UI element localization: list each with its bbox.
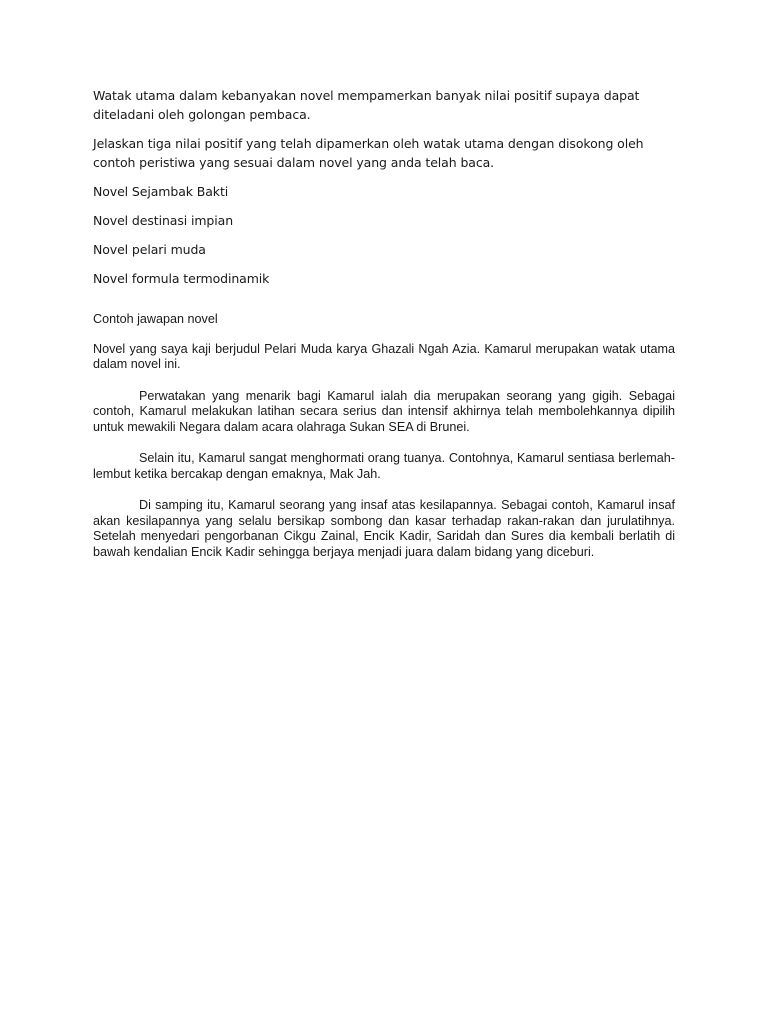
document-page (93, 86, 675, 576)
answer-paragraph-intro: Novel yang saya kaji berjudul Pelari Muda karya Ghazali Ngah Azia. Kamarul merupakan watak utama dalam novel ini. (93, 341, 675, 371)
novel-item: Novel Sejambak Bakti (93, 184, 229, 199)
novel-item: Novel destinasi impian (93, 213, 234, 228)
answer-paragraph: Di samping itu, Kamarul seorang yang insaf atas kesilapannya. Sebagai contoh, Kamarul insaf akan kesilapannya yang selalu bersikap sombong dan kasar terhadap rakan-rakan dan jurulatihnya. Setelah menyedari pengorbanan Cikgu Zainal, Encik Kadir, Saridah dan Sures dia kembali berlatih di bawah kendalian Encik Kadir sehingga berjaya menjadi juara dalam bidang yang diceburi. (93, 498, 675, 559)
answer-paragraph: Selain itu, Kamarul sangat menghormati orang tuanya. Contohnya, Kamarul sentiasa berlemah-lembut ketika bercakap dengan emaknya, Mak Jah. (93, 451, 675, 481)
novel-item: Novel pelari muda (93, 242, 206, 257)
question-intro: Watak utama dalam kebanyakan novel mempamerkan banyak nilai positif supaya dapat diteladani oleh golongan pembaca. (93, 88, 640, 122)
question-prompt: Jelaskan tiga nilai positif yang telah dipamerkan oleh watak utama dengan disokong oleh contoh peristiwa yang sesuai dalam novel yang anda telah baca. (93, 136, 644, 170)
answer-heading: Contoh jawapan novel (93, 312, 218, 326)
novel-item: Novel formula termodinamik (93, 271, 270, 286)
answer-paragraph: Perwatakan yang menarik bagi Kamarul ialah dia merupakan seorang yang gigih. Sebagai contoh, Kamarul melakukan latihan secara serius dan intensif akhirnya telah membolehkannya dipilih untuk mewakili Negara dalam acara olahraga Sukan SEA di Brunei. (93, 388, 675, 434)
